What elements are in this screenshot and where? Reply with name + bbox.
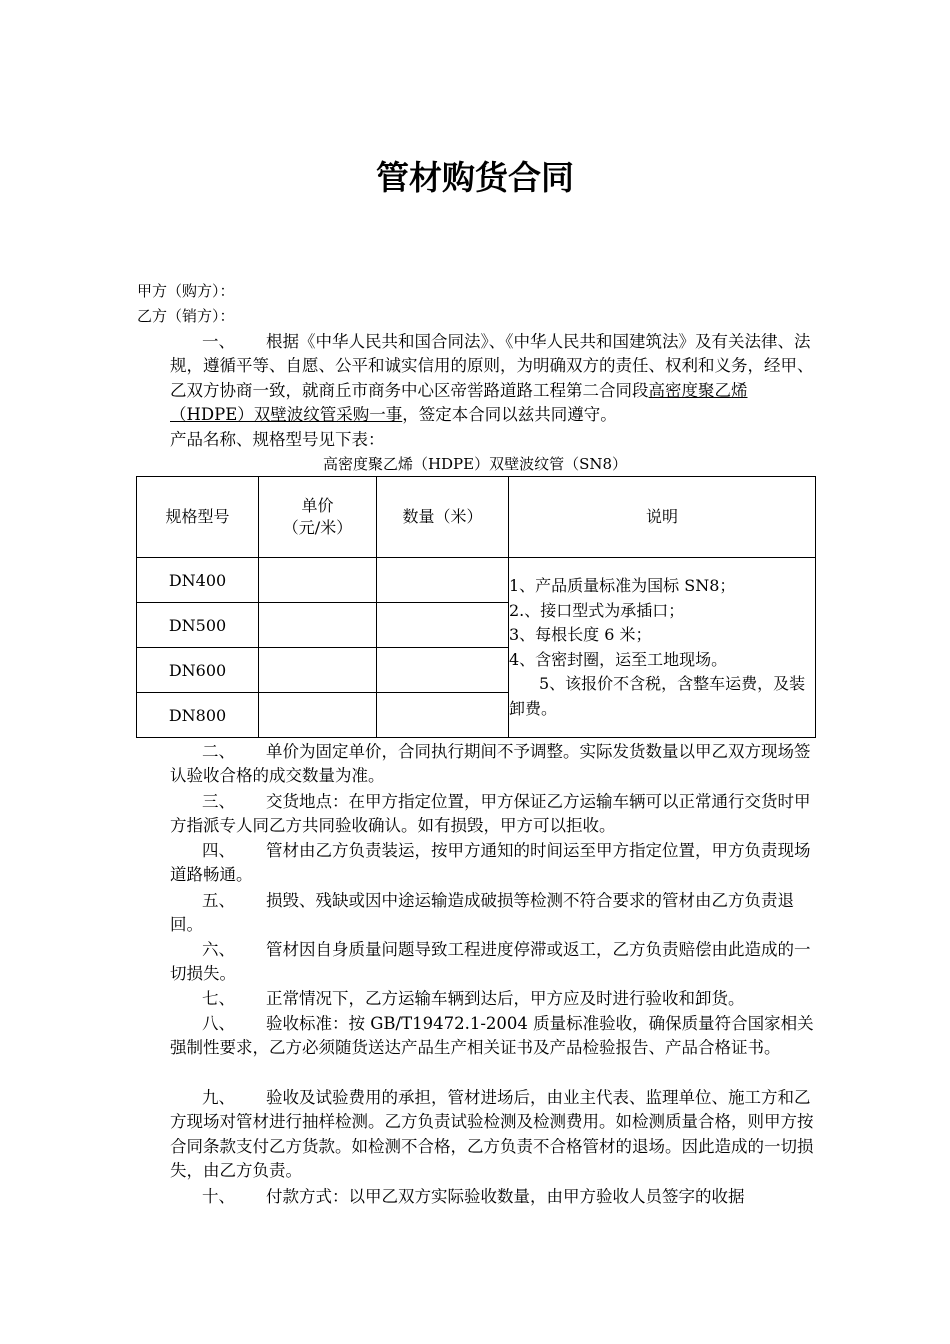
clause-8-text: 验收标准：按 GB/T19472.1-2004 质量标准验收，确保质量符合国家相关强制性要求，乙方必须随货送达产品生产相关证书及产品检验报告、产品合格证书。 [170, 1014, 814, 1058]
clause-1-underlined-subject: 高密度聚乙烯（HDPE）双壁波纹管采购一事 [170, 380, 748, 425]
clause-8-number: 八、 [202, 1014, 235, 1033]
party-b-line: 乙方（销方）： [137, 307, 235, 325]
clause-2 [170, 740, 814, 789]
clause-10-text: 付款方式：以甲乙双方实际验收数量，由甲方验收人员签字的收据 [266, 1187, 745, 1206]
quantity-cell [377, 648, 509, 693]
header-unit-price-label: 单价 [301, 496, 334, 515]
spec-cell: DN600 [137, 648, 259, 693]
header-spec: 规格型号 [137, 477, 259, 558]
header-quantity: 数量（米） [377, 477, 509, 558]
clause-5 [170, 889, 814, 938]
note-5-wrap [509, 672, 815, 721]
clause-4-text: 管材由乙方负责装运，按甲方通知的时间运至甲方指定位置，甲方负责现场道路畅通。 [170, 841, 811, 885]
note-3: 3、每根长度 6 米； [509, 625, 652, 644]
note-1: 1、产品质量标准为国标 SN8； [509, 576, 736, 595]
table-row [137, 558, 816, 603]
clause-1-text-end: ，签定本合同以兹共同遵守。 [402, 405, 617, 425]
clause-10 [170, 1185, 814, 1209]
clause-1-text: 根据《中华人民共和国合同法》、《中华人民共和国建筑法》及有关法律、法规，遵循平等、自愿、公平和诚实信用的原则，为明确双方的责任、权利和义务，经甲、乙双方协商一致，就商丘市商务中心区帝喾路道路工程第二合同段 [170, 332, 814, 400]
clause-6 [170, 938, 814, 987]
price-table [136, 476, 816, 738]
clause-7-text: 正常情况下，乙方运输车辆到达后，甲方应及时进行验收和卸货。 [266, 989, 745, 1008]
clause-2-text: 单价为固定单价，合同执行期间不予调整。实际发货数量以甲乙双方现场签认验收合格的成交数量为准。 [170, 742, 811, 786]
header-unit-price-unit: （元/米） [282, 518, 353, 537]
clause-6-number: 六、 [202, 940, 235, 959]
header-unit-price [259, 477, 377, 558]
header-notes: 说明 [509, 477, 816, 558]
clause-3-number: 三、 [202, 792, 235, 811]
clause-9-text: 验收及试验费用的承担，管材进场后，由业主代表、监理单位、施工方和乙方现场对管材进行抽样检测。乙方负责试验检测及检测费用。如检测质量合格，则甲方按合同条款支付乙方货款。如检测不合格，乙方负责不合格管材的退场。因此造成的一切损失，由乙方负责。 [170, 1088, 814, 1181]
clause-5-text: 损毁、残缺或因中途运输造成破损等检测不符合要求的管材由乙方负责退回。 [170, 891, 794, 935]
table-intro-text: 产品名称、规格型号见下表： [170, 429, 385, 449]
clause-4-number: 四、 [202, 841, 235, 860]
note-4: 4、含密封圈，运至工地现场。 [509, 649, 728, 669]
clause-1-number: 一、 [202, 332, 235, 351]
price-cell [259, 693, 377, 738]
clause-10-number: 十、 [202, 1187, 235, 1206]
document-title: 管材购货合同 [376, 158, 574, 197]
quantity-cell [377, 693, 509, 738]
note-2: 2.、接口型式为承插口； [509, 600, 685, 620]
clause-4 [170, 839, 814, 888]
spec-cell: DN500 [137, 603, 259, 648]
clause-5-number: 五、 [202, 891, 235, 910]
clause-1 [170, 330, 814, 452]
clause-8 [170, 1012, 814, 1061]
clause-9 [170, 1086, 814, 1184]
quantity-cell [377, 558, 509, 603]
clause-3-text: 交货地点：在甲方指定位置，甲方保证乙方运输车辆可以正常通行交货时甲方指派专人同乙方共同验收确认。如有损毁，甲方可以拒收。 [170, 792, 811, 836]
table-header-row [137, 477, 816, 558]
clause-3 [170, 790, 814, 839]
price-cell [259, 603, 377, 648]
clause-9-number: 九、 [202, 1088, 235, 1107]
spec-cell: DN800 [137, 693, 259, 738]
clause-7 [170, 987, 814, 1011]
clause-7-number: 七、 [202, 989, 235, 1008]
quantity-cell [377, 603, 509, 648]
price-cell [259, 648, 377, 693]
party-a-line: 甲方（购方）： [137, 282, 235, 300]
clause-6-text: 管材因自身质量问题导致工程进度停滞或返工，乙方负责赔偿由此造成的一切损失。 [170, 940, 811, 984]
spec-cell: DN400 [137, 558, 259, 603]
price-cell [259, 558, 377, 603]
note-5: 5、该报价不含税，含整车运费，及装卸费。 [509, 674, 806, 718]
notes-cell [509, 558, 816, 738]
table-caption: 高密度聚乙烯（HDPE）双壁波纹管（SN8） [322, 455, 628, 473]
clause-2-number: 二、 [202, 742, 235, 761]
